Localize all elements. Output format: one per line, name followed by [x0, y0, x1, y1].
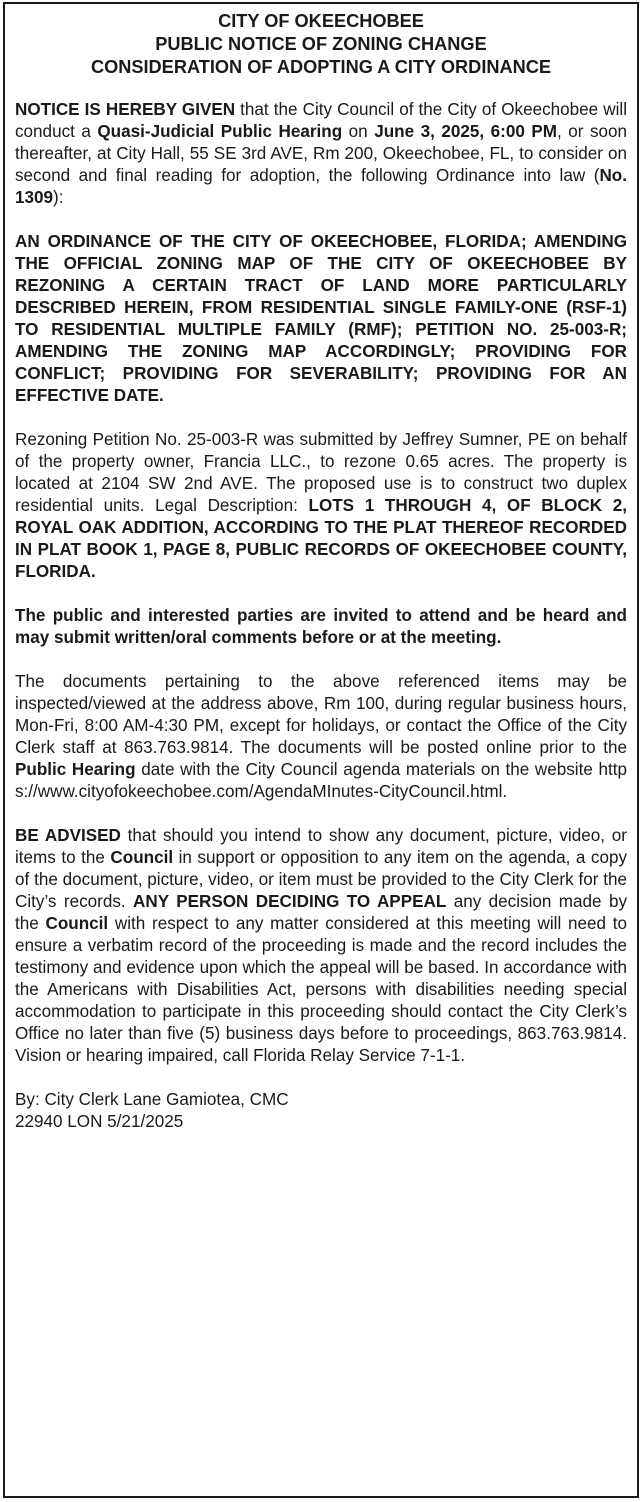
advisory-text-3: any decision made by the — [15, 892, 627, 933]
be-advised-lead: BE ADVISED — [15, 826, 121, 845]
header-consideration: CONSIDERATION OF ADOPTING A CITY ORDINANCE — [90, 57, 552, 77]
public-invitation — [15, 605, 627, 649]
council-label-1: Council — [110, 848, 174, 867]
notice-header — [15, 10, 627, 79]
documents-text-2: date with the City Council agenda materials on the website — [135, 760, 599, 779]
petition-paragraph — [15, 429, 627, 583]
ordinance-title-text: AN ORDINANCE OF THE CITY OF OKEECHOBEE, FLORIDA; AMENDING THE OFFICIAL ZONING MAP OF THE CITY OF OKEECHOBEE BY REZONING A CERTAIN TRACT OF LAND MORE PARTICULARLY DESCRIBED HEREIN, FROM RESIDENTIAL SINGLE FAMILY-ONE (RSF-1) TO RESIDENTIAL MULTIPLE FAMILY (RMF); PETITION NO. 25-003-R; AMENDING THE ZONING MAP ACCORDINGLY; PROVIDING FOR CONFLICT; PROVIDING FOR SEVERABILITY; PROVIDING FOR AN EFFECTIVE DATE. — [15, 232, 627, 405]
hearing-text-4: ): — [53, 188, 64, 207]
documents-text-1: The documents pertaining to the above referenced items may be inspected/viewed at the address above, Rm 100, during regular business hours, Mon-Fri, 8:00 AM-4:30 PM, except for holidays, or contact the Office of the City Clerk staff at 863.763.9814. The documents will be posted online prior to the — [15, 672, 627, 757]
hearing-type: Quasi-Judicial Public Hearing — [97, 122, 343, 141]
hearing-datetime: June 3, 2025, 6:00 PM — [374, 122, 557, 141]
hearing-text-3: , or soon thereafter, at City Hall, 55 SE 3rd AVE, Rm 200, Okeechobee, FL, to consider on second and final reading for adoption, the following Ordinance into law ( — [15, 122, 628, 185]
appeal-lead: ANY PERSON DECIDING TO APPEAL — [133, 892, 447, 911]
petition-text: Rezoning Petition No. 25-003-R was submitted by Jeffrey Sumner, PE on behalf of the property owner, Francia LLC., to rezone 0.65 acres. The property is located at 2104 SW 2nd AVE. The proposed use is to construct two duplex residential units. Legal Description: — [15, 430, 627, 515]
council-label-2: Council — [45, 914, 109, 933]
public-hearing-label: Public Hearing — [15, 760, 136, 779]
legal-description: LOTS 1 THROUGH 4, OF BLOCK 2, ROYAL OAK ADDITION, ACCORDING TO THE PLAT THEREOF RECORDED IN PLAT BOOK 1, PAGE 8, PUBLIC RECORDS OF OKEECHOBEE COUNTY, FLORIDA. — [15, 496, 627, 581]
header-notice-type: PUBLIC NOTICE OF ZONING CHANGE — [155, 34, 487, 54]
ordinance-number: No. 1309 — [15, 166, 627, 207]
signature-block — [15, 1089, 627, 1133]
agenda-website-link[interactable]: https://www.cityofokeechobee.com/AgendaMInutes-CityCouncil.html. — [15, 760, 627, 801]
advisory-text-1: that should you intend to show any document, picture, video, or items to the — [15, 826, 627, 867]
hearing-text-2: on — [342, 122, 375, 141]
hearing-text-1: that the City Council of the City of Okeechobee will conduct a — [15, 100, 627, 141]
advisory-text-2: in support or opposition to any item on the agenda, a copy of the document, picture, video, or item must be provided to the City Clerk for the City’s records. — [15, 848, 627, 911]
public-invitation-text: The public and interested parties are invited to attend and be heard and may submit written/oral comments before or at the meeting. — [15, 606, 627, 647]
public-notice — [3, 2, 639, 1498]
signature-by: By: City Clerk Lane Gamiotea, CMC — [15, 1090, 289, 1109]
documents-paragraph — [15, 671, 627, 803]
advisory-text-4: with respect to any matter considered at this meeting will need to ensure a verbatim record of the proceeding is made and the record includes the testimony and evidence upon which the appeal will be based. In accordance with the Americans with Disabilities Act, persons with disabilities needing special accommodation to participate in this proceeding should contact the City Clerk’s Office no later than five (5) business days before to proceedings, 863.763.9814. Vision or hearing impaired, call Florida Relay Service 7-1-1. — [15, 914, 627, 1065]
hearing-paragraph — [15, 99, 627, 209]
publication-reference: 22940 LON 5/21/2025 — [15, 1112, 184, 1131]
notice-lead: NOTICE IS HEREBY GIVEN — [15, 100, 236, 119]
ordinance-title — [15, 231, 627, 407]
header-city: CITY OF OKEECHOBEE — [218, 11, 424, 31]
advisory-paragraph — [15, 825, 627, 1067]
